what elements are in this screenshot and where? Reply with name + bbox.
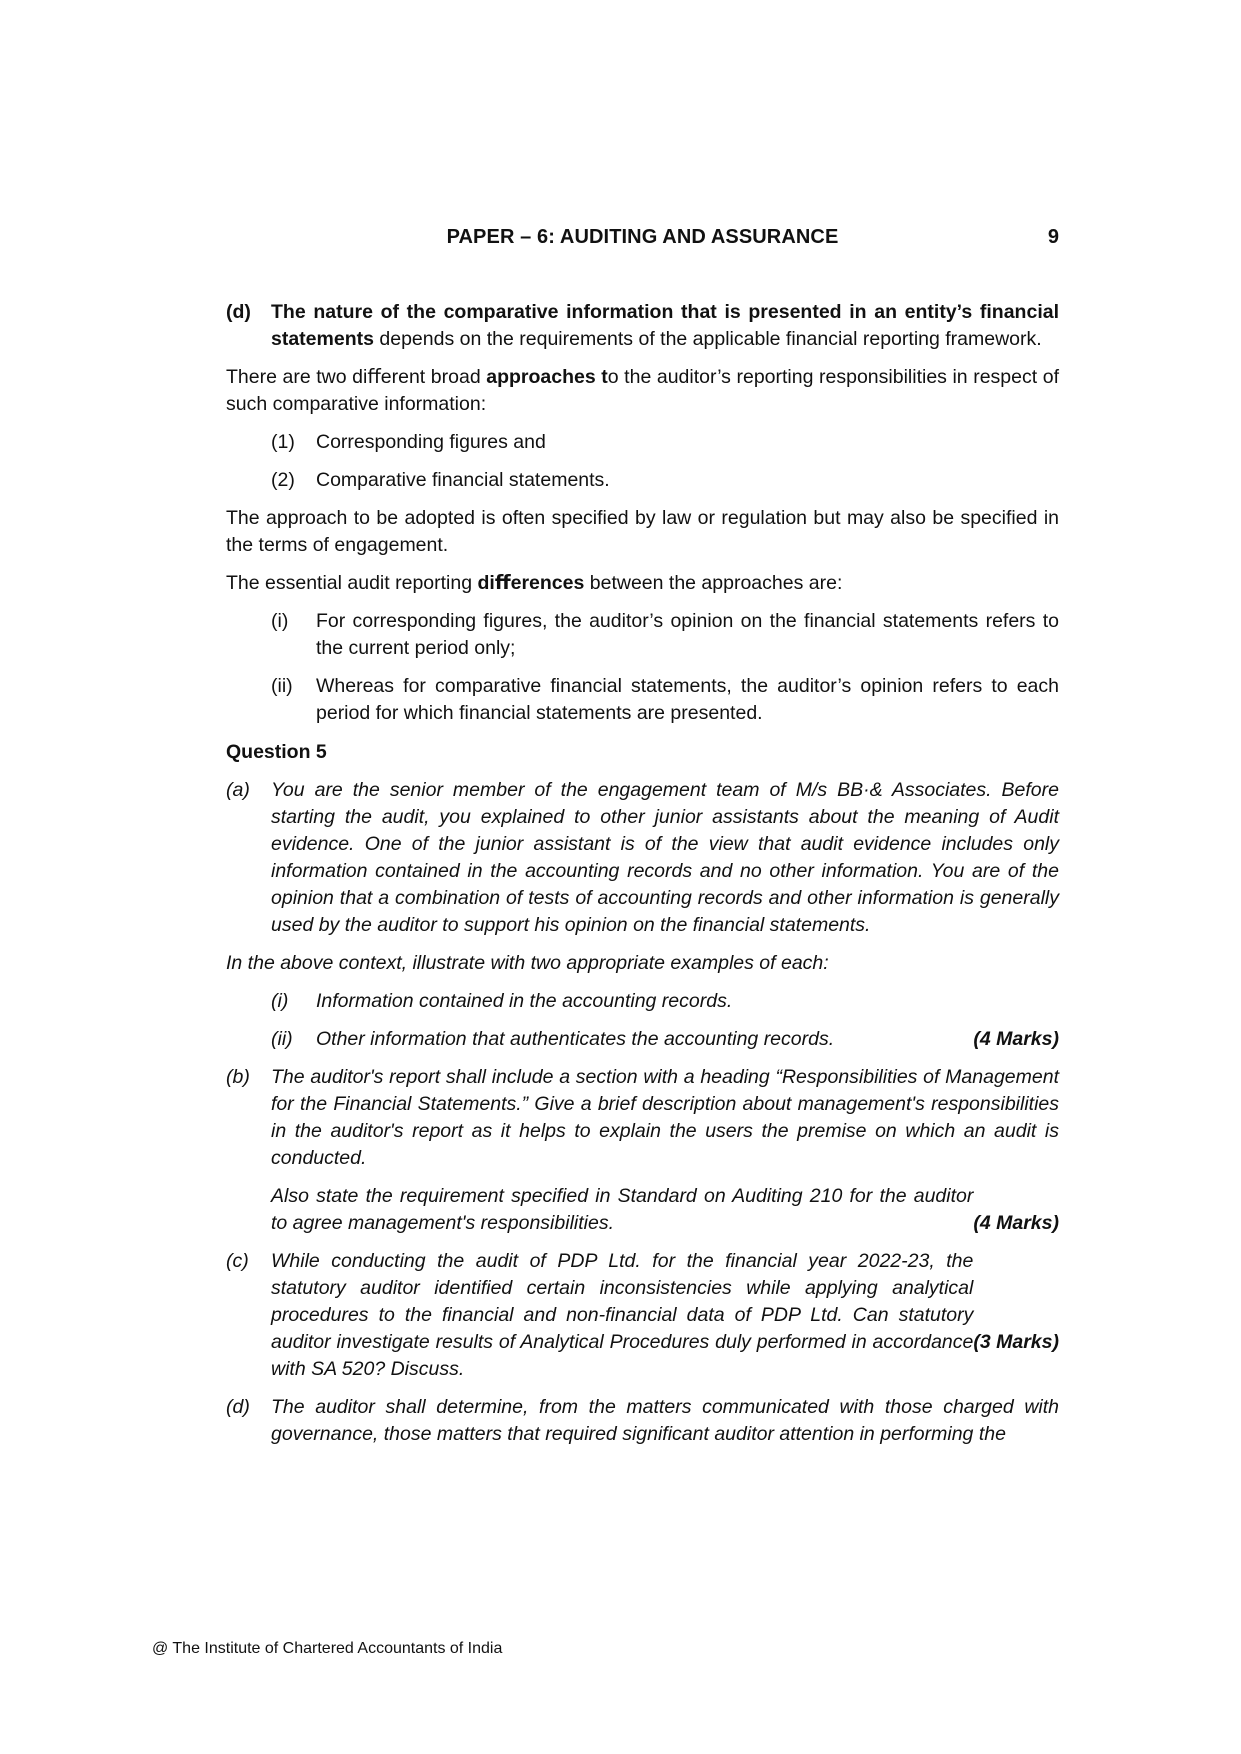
question-5a-context: In the above context, illustrate with two appropriate examples of each: xyxy=(226,952,829,974)
p2-text-b: o the auditor’s reporting responsibilities in respect of such comparative information: xyxy=(226,366,1059,415)
answer-d-paragraph-2 xyxy=(226,364,1059,418)
approach-item-2 xyxy=(271,467,1059,494)
page-body xyxy=(226,299,1059,1448)
question-5c-body xyxy=(271,1248,1059,1383)
question-5a xyxy=(226,777,1059,939)
question-5c-label: (c) xyxy=(226,1250,249,1272)
item-text: Other information that authenticates the accounting records. xyxy=(316,1028,835,1050)
question-5d-label: (d) xyxy=(226,1396,250,1418)
paper-title: PAPER – 6: AUDITING AND ASSURANCE xyxy=(446,226,839,248)
item-text-with-marks xyxy=(316,1026,1059,1053)
answer-d xyxy=(226,299,1059,353)
answer-d-paragraph-4 xyxy=(226,570,1059,597)
p2-text-a: There are two diﬀerent broad xyxy=(226,366,487,388)
question-5b-text-2 xyxy=(271,1183,1059,1237)
question-heading: Question 5 xyxy=(226,741,327,763)
approach-text: Comparative financial statements. xyxy=(316,469,610,491)
answer-d-label: (d) xyxy=(226,301,251,323)
question-5c xyxy=(226,1248,1059,1383)
answer-d-lead-rest: depends on the requirements of the applicable financial reporting framework. xyxy=(373,328,1042,350)
approach-item-1 xyxy=(271,429,1059,456)
p4-text-b: between the approaches are: xyxy=(584,572,843,594)
question-5d-text: The auditor shall determine, from the matters communicated with those charged with governance, those matters that required significant auditor attention in performing the xyxy=(271,1396,1059,1445)
item-label: (ii) xyxy=(271,1028,293,1050)
item-label: (i) xyxy=(271,990,289,1012)
item-text: Information contained in the accounting records. xyxy=(316,990,733,1012)
difference-text: For corresponding figures, the auditor’s opinion on the financial statements refers to the current period only; xyxy=(316,610,1059,659)
question-5a-text: You are the senior member of the engagement team of M/s BB·& Associates. Before starting the audit, you explained to other junior assistants about the meaning of Audit evidence. One of the junior assistant is of the view that audit evidence includes only information contained in the accounting records and no other information. You are of the opinion that a combination of tests of accounting records and other information is generally used by the auditor to support his opinion on the financial statements. xyxy=(271,779,1059,936)
difference-item-1 xyxy=(271,608,1059,662)
page-number: 9 xyxy=(1047,226,1059,248)
question-5b-text: The auditor's report shall include a section with a heading “Responsibilities of Management for the Financial Statements.” Give a brief description about management's responsibilities in the auditor's report as it helps to explain the users the premise on which an audit is conducted. xyxy=(271,1066,1059,1169)
answer-d-paragraph-3: The approach to be adopted is often specified by law or regulation but may also be specified in the terms of engagement. xyxy=(226,507,1059,556)
question-5b-requirement: Also state the requirement specified in Standard on Auditing 210 for the auditor to agree management's responsibilities. xyxy=(271,1185,974,1234)
marks-label: (3 Marks) xyxy=(973,1331,1059,1353)
answer-d-lead-bold: The nature of the comparative information that is presented in an entity’s financial statements xyxy=(271,301,1059,350)
approach-label: (1) xyxy=(271,431,295,453)
question-5a-label: (a) xyxy=(226,779,250,801)
marks-label: (4 Marks) xyxy=(973,1212,1059,1234)
difference-label: (i) xyxy=(271,610,289,632)
difference-label: (ii) xyxy=(271,675,293,697)
p4-bold: diﬀerences xyxy=(477,572,585,594)
difference-text: Whereas for comparative financial statements, the auditor’s opinion refers to each period for which financial statements are presented. xyxy=(316,675,1059,724)
marks-label: (4 Marks) xyxy=(973,1028,1059,1050)
question-5b xyxy=(226,1064,1059,1172)
question-5a-item-2 xyxy=(271,1026,1059,1053)
question-5c-text: While conducting the audit of PDP Ltd. for the financial year 2022-23, the statutory auditor identified certain inconsistencies while applying analytical procedures to the financial and non-financial data of PDP Ltd. Can statutory auditor investigate results of Analytical Procedures duly performed in accordance with SA 520? Discuss. xyxy=(271,1250,974,1380)
approach-text: Corresponding figures and xyxy=(316,431,546,453)
p2-bold: approaches t xyxy=(486,366,608,388)
question-5a-item-1 xyxy=(271,988,1059,1015)
question-5b-label: (b) xyxy=(226,1066,250,1088)
page-footer: @ The Institute of Chartered Accountants of India xyxy=(152,1640,503,1657)
question-5d xyxy=(226,1394,1059,1448)
approach-label: (2) xyxy=(271,469,295,491)
page-header xyxy=(226,226,1059,254)
answer-d-lead xyxy=(271,299,1059,353)
p4-text-a: The essential audit reporting xyxy=(226,572,478,594)
difference-item-2 xyxy=(271,673,1059,727)
